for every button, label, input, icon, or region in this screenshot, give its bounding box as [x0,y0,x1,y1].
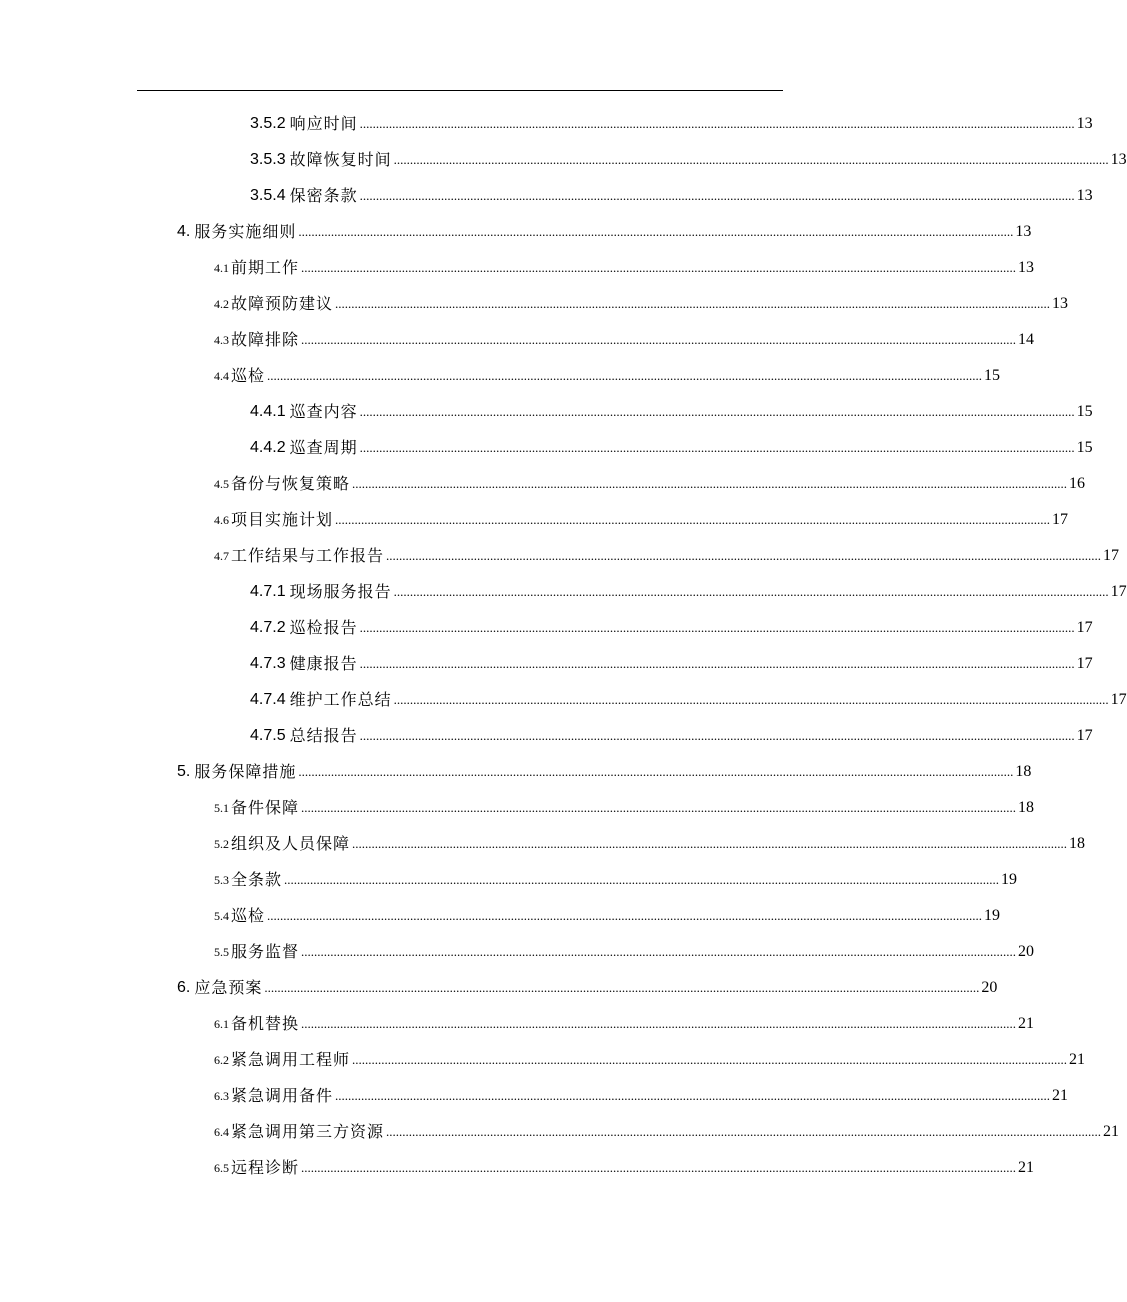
toc-entry-title: 巡查内容 [289,402,358,421]
toc-leader-dots: ............................................................................................................................................................................................................................ [359,656,1075,671]
toc-entry-number: 3.5.3 [250,151,286,168]
toc-leader-dots: ............................................................................................................................................................................................................................ [301,800,1017,815]
toc-entry-page: 18 [1015,763,1032,780]
toc-entry-title: 备机替换 [231,1014,300,1033]
toc-entry-page: 13 [1076,115,1093,132]
toc-leader-dots: ............................................................................................................................................................................................................................ [393,692,1109,707]
toc-entry[interactable] [214,1042,1086,1078]
toc-entry-title: 前期工作 [231,258,300,277]
toc-entry[interactable] [250,574,1127,610]
toc-leader-dots: ............................................................................................................................................................................................................................ [298,764,1014,779]
toc-entry-title: 现场服务报告 [289,582,392,601]
toc-entry[interactable] [214,466,1086,502]
toc-entry-title: 响应时间 [289,114,358,133]
toc-entry-number: 6.3 [214,1089,229,1103]
toc-entry-page: 17 [1076,619,1093,636]
toc-leader-dots: ............................................................................................................................................................................................................................ [301,944,1017,959]
toc-entry[interactable] [214,538,1120,574]
toc-entry-title: 维护工作总结 [289,690,392,709]
toc-entry-number: 6.5 [214,1161,229,1175]
toc-leader-dots: ............................................................................................................................................................................................................................ [284,872,1000,887]
toc-entry-title: 总结报告 [289,726,358,745]
toc-entry[interactable] [250,142,1127,178]
toc-leader-dots: ............................................................................................................................................................................................................................ [335,512,1051,527]
toc-entry-number: 4.4.2 [250,439,286,456]
toc-entry[interactable] [177,214,1032,250]
toc-entry-number: 3.5.2 [250,115,286,132]
toc-entry[interactable] [214,862,1018,898]
toc-entry-page: 13 [1052,295,1069,312]
toc-entry-number: 4.1 [214,261,229,275]
toc-entry[interactable] [214,286,1069,322]
toc-entry-page: 21 [1103,1123,1120,1140]
toc-entry-page: 19 [1001,871,1018,888]
toc-entry[interactable] [214,358,1001,394]
toc-leader-dots: ............................................................................................................................................................................................................................ [359,440,1075,455]
toc-entry-number: 5.2 [214,837,229,851]
header-rule [137,90,783,91]
toc-entry[interactable] [214,1114,1120,1150]
toc-leader-dots: ............................................................................................................................................................................................................................ [301,1160,1017,1175]
toc-entry-page: 15 [1076,403,1093,420]
toc-leader-dots: ............................................................................................................................................................................................................................ [301,332,1017,347]
toc-leader-dots: ............................................................................................................................................................................................................................ [301,1016,1017,1031]
toc-entry-title: 巡检 [231,366,266,385]
toc-entry-page: 13 [1110,151,1127,168]
toc-entry-page: 13 [1018,259,1035,276]
toc-leader-dots: ............................................................................................................................................................................................................................ [359,188,1075,203]
toc-entry-title: 巡检报告 [289,618,358,637]
toc-entry-page: 21 [1052,1087,1069,1104]
toc-entry-title: 故障排除 [231,330,300,349]
toc-entry-number: 4.7 [214,549,229,563]
toc-entry-page: 18 [1069,835,1086,852]
toc-entry-number: 5.4 [214,909,229,923]
toc-entry-number: 4.4 [214,369,229,383]
toc-entry[interactable] [250,682,1127,718]
toc-leader-dots: ............................................................................................................................................................................................................................ [335,296,1051,311]
toc-leader-dots: ............................................................................................................................................................................................................................ [386,548,1102,563]
toc-entry[interactable] [214,1078,1069,1114]
toc-leader-dots: ............................................................................................................................................................................................................................ [359,620,1075,635]
toc-entry-number: 4.7.3 [250,655,286,672]
toc-leader-dots: ............................................................................................................................................................................................................................ [267,368,983,383]
toc-entry-page: 17 [1110,583,1127,600]
toc-entry-title: 巡检 [231,906,266,925]
toc-entry-title: 紧急调用备件 [231,1086,334,1105]
toc-entry-number: 4. [177,223,191,240]
toc-entry-page: 13 [1076,187,1093,204]
toc-entry[interactable] [214,322,1035,358]
toc-entry[interactable] [250,646,1093,682]
toc-leader-dots: ............................................................................................................................................................................................................................ [267,908,983,923]
toc-entry-page: 13 [1015,223,1032,240]
toc-entry-title: 备件保障 [231,798,300,817]
toc-entry-title: 组织及人员保障 [231,834,351,853]
toc-entry-title: 故障预防建议 [231,294,334,313]
toc-entry-number: 4.3 [214,333,229,347]
toc-leader-dots: ............................................................................................................................................................................................................................ [352,1052,1068,1067]
toc-entry-title: 故障恢复时间 [289,150,392,169]
toc-leader-dots: ............................................................................................................................................................................................................................ [359,116,1075,131]
toc-entry-title: 服务实施细则 [194,222,297,241]
toc-leader-dots: ............................................................................................................................................................................................................................ [386,1124,1102,1139]
toc-entry[interactable] [250,718,1093,754]
toc-entry-title: 远程诊断 [231,1158,300,1177]
toc-entry-title: 服务监督 [231,942,300,961]
toc-entry-title: 工作结果与工作报告 [231,546,385,565]
toc-entry[interactable] [214,1150,1035,1186]
toc-entry[interactable] [214,826,1086,862]
toc-entry-number: 5. [177,763,191,780]
toc-leader-dots: ............................................................................................................................................................................................................................ [352,836,1068,851]
toc-entry-number: 6.2 [214,1053,229,1067]
toc-entry-page: 16 [1069,475,1086,492]
toc-entry[interactable] [250,178,1093,214]
toc-entry[interactable] [214,898,1001,934]
toc-entry-number: 6.4 [214,1125,229,1139]
toc-entry-page: 17 [1076,655,1093,672]
toc-entry[interactable] [214,502,1069,538]
toc-entry-page: 17 [1076,727,1093,744]
toc-entry[interactable] [214,934,1035,970]
toc-entry-page: 17 [1052,511,1069,528]
toc-entry[interactable] [214,1006,1035,1042]
toc-entry-number: 3.5.4 [250,187,286,204]
toc-entry-number: 6. [177,979,191,996]
toc-entry[interactable] [177,754,1032,790]
toc-entry-number: 4.5 [214,477,229,491]
toc-leader-dots: ............................................................................................................................................................................................................................ [298,224,1014,239]
toc-entry-page: 14 [1018,331,1035,348]
toc-entry-number: 4.7.4 [250,691,286,708]
toc-leader-dots: ............................................................................................................................................................................................................................ [264,980,980,995]
toc-leader-dots: ............................................................................................................................................................................................................................ [359,728,1075,743]
toc-entry-page: 20 [1018,943,1035,960]
toc-entry-title: 服务保障措施 [194,762,297,781]
toc-leader-dots: ............................................................................................................................................................................................................................ [393,152,1109,167]
toc-entry-title: 备份与恢复策略 [231,474,351,493]
toc-entry-page: 15 [984,367,1001,384]
toc-leader-dots: ............................................................................................................................................................................................................................ [352,476,1068,491]
toc-entry-title: 巡查周期 [289,438,358,457]
toc-entry-page: 21 [1069,1051,1086,1068]
toc-entry[interactable] [250,106,1093,142]
toc-leader-dots: ............................................................................................................................................................................................................................ [335,1088,1051,1103]
toc-entry-number: 4.6 [214,513,229,527]
toc-entry-number: 4.7.1 [250,583,286,600]
toc-leader-dots: ............................................................................................................................................................................................................................ [359,404,1075,419]
toc-entry-title: 全条款 [231,870,283,889]
toc-entry-page: 21 [1018,1159,1035,1176]
toc-entry-number: 4.4.1 [250,403,286,420]
toc-entry-title: 应急预案 [194,978,263,997]
toc-entry[interactable] [250,430,1093,466]
toc-entry-page: 19 [984,907,1001,924]
toc-entry[interactable] [214,790,1035,826]
toc-entry-page: 17 [1103,547,1120,564]
toc-leader-dots: ............................................................................................................................................................................................................................ [393,584,1109,599]
toc-entry-number: 4.7.2 [250,619,286,636]
toc-entry-page: 17 [1110,691,1127,708]
toc-entry-title: 紧急调用第三方资源 [231,1122,385,1141]
toc-entry-number: 5.3 [214,873,229,887]
toc-entry-number: 4.7.5 [250,727,286,744]
toc-entry-number: 6.1 [214,1017,229,1031]
toc-entry-number: 5.5 [214,945,229,959]
toc-entry-title: 健康报告 [289,654,358,673]
toc-entry[interactable] [177,970,998,1006]
toc-entry-page: 21 [1018,1015,1035,1032]
toc-entry[interactable] [214,250,1035,286]
toc-entry-page: 18 [1018,799,1035,816]
toc-entry-title: 保密条款 [289,186,358,205]
toc-entry-title: 紧急调用工程师 [231,1050,351,1069]
toc-entry-title: 项目实施计划 [231,510,334,529]
toc-entry-number: 5.1 [214,801,229,815]
toc-entry[interactable] [250,394,1093,430]
toc-entry-page: 20 [981,979,998,996]
toc-entry-number: 4.2 [214,297,229,311]
toc-leader-dots: ............................................................................................................................................................................................................................ [301,260,1017,275]
toc-entry[interactable] [250,610,1093,646]
toc-entry-page: 15 [1076,439,1093,456]
